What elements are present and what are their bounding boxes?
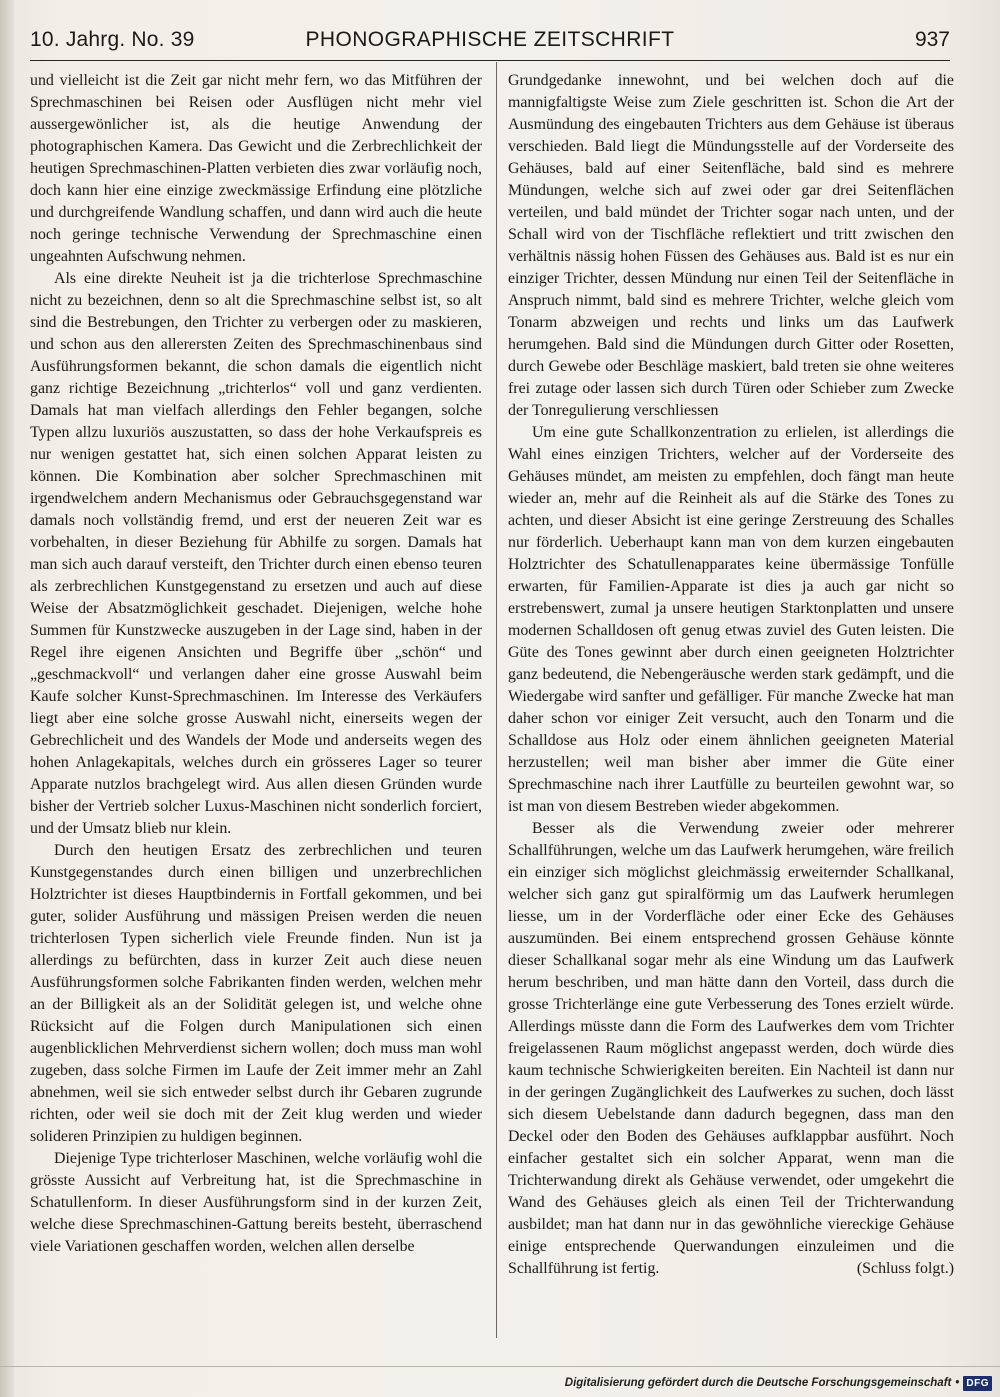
page-number: 937	[914, 28, 950, 51]
volume-issue: 10. Jahrg. No. 39	[30, 28, 195, 51]
paragraph: Grundgedanke innewohnt, und bei welchen doch auf die mannigfaltigste Weise zum Ziele geschritten ist. Schon die Art der Ausmündung des eingebauten Trichters aus dem Gehäuse ist überaus verschieden. Bald liegt die Mündungsstelle auf der Vorderseite des Gehäuses, bald auf einer Seitenfläche, bald sind es mehrere Mündungen, welche sich auf zwei oder gar drei Seitenflächen verteilen, und bald mündet der Trichter sogar nach unten, und der Schall wird von der Tischfläche reflektiert und tritt zwischen den verhältnis nässig hohen Füssen des Gehäuses aus. Bald ist es nur ein einziger Trichter, dessen Mündung nur einen Teil der Seitenfläche in Anspruch nimmt, bald sind es mehrere Trichter, welche gleich vom Tonarm abzweigen und rechts und links um das Laufwerk herumgehen. Bald sind die Mündungen durch Gitter oder Rosetten, durch Gewebe oder Beschläge maskiert, bald treten sie ohne weiteres frei zutage oder lassen sich durch Türen oder Schieber zum Zwecke der Tonregulierung verschliessen	[508, 72, 954, 419]
continuation-note: (Schluss folgt.)	[856, 1260, 954, 1277]
dfg-logo-icon[interactable]: DFG	[963, 1376, 992, 1391]
column-divider	[496, 62, 497, 1338]
left-column	[30, 70, 482, 1258]
journal-title: PHONOGRAPHISCHE ZEITSCHRIFT	[305, 28, 675, 51]
closing-paragraph	[508, 818, 954, 1280]
footer-rule	[0, 1366, 1000, 1367]
paragraph: Durch den heutigen Ersatz des zerbrechlichen und teuren Kunstgegenstandes durch einen billigen und unzerbrechlichen Holztrichter ist dieses Hauptbindernis in Fortfall gekommen, und bei guter, solider Ausführung und mässigen Preisen werden die neuen trichterlosen Typen sicherlich viele Freunde finden. Nun ist ja allerdings zu befürchten, dass in kurzer Zeit auch diese neuen Ausführungsformen solche Fabrikanten finden werden, welchen mehr an der Billigkeit als an der Solidität gelegen ist, und welche ohne Rücksicht auf die Folgen durch Manipulationen sich einen augenblicklichen Mehrverdienst sichern wollen; doch muss man wohl zugeben, dass solche Firmen im Laufe der Zeit immer mehr an Zahl abnehmen, weil sie sich entweder selbst durch ihr Gebaren zugrunde richten, oder weil sie doch mit der Zeit klug werden und wieder solideren Prinzipien zu huldigen beginnen.	[30, 842, 482, 1145]
paragraph: Besser als die Verwendung zweier oder mehrerer Schallführungen, welche um das Laufwerk herumgehen, wäre freilich ein einziger sich möglichst gleichmässig erweiternder Schallkanal, welcher sich ganz gut spiralförmig um das Laufwerk herumlegen liesse, um in der Vorderfläche oder einer Ecke des Gehäuses auszumünden. Bei einem entsprechend grossen Gehäuse könnte dieser Schallkanal sogar mehr als eine Windung um das Laufwerk herum beschriben, und man hätte dann den Vorteil, dass durch die grosse Trichterlänge eine gute Verbesserung des Tones erzielt würde. Allerdings müsste dann die Form des Laufwerkes dem vom Trichter freigelassenen Raum möglichst angepasst werden, doch würde dies kaum technische Schwierigkeiten bereiten. Ein Nachteil ist dann nur in der geringen Zugänglichkeit des Laufwerkes zu suchen, doch lässt sich diesem Uebelstande dann dadurch begegnen, dass man den Deckel oder den Boden des Gehäuses aufklappbar ausführt. Noch einfacher gestaltet sich ein solcher Apparat, wenn man die Trichterwandung direkt als Gehäuse verwendet, oder umgekehrt die Wand des Gehäuses gleich als einen Teil der Trichterwandung ausbildet; man hat dann nur in das gewöhnliche viereckige Gehäuse einige entsprechende Querwandungen einzuleimen und die Schallführung ist fertig.	[508, 820, 954, 1277]
funding-credit: Digitalisierung gefördert durch die Deutsche Forschungsgemeinschaft	[564, 1377, 952, 1389]
page-binding-edge	[0, 0, 14, 1397]
page-header	[30, 28, 950, 60]
separator-dot: •	[955, 1377, 960, 1389]
right-column	[508, 70, 954, 1280]
header-rule	[30, 60, 950, 61]
digitization-footer	[565, 1373, 992, 1393]
paragraph: und vielleicht ist die Zeit gar nicht mehr fern, wo das Mitführen der Sprechmaschinen bei Reisen oder Ausflügen nicht mehr viel aussergewönlicher ist, als die heutige Anwendung der photographischen Kamera. Das Gewicht und die Zerbrechlichkeit der heutigen Sprechmaschinen-Platten verbieten dies zwar vorläufig noch, doch kann hier eine einzige zweckmässige Erfindung eine plötzliche und durchgreifende Wandlung schaffen, und dann wird auch die heute noch geringe technische Verwendung der Sprechmaschine einen ungeahnten Aufschwung nehmen.	[30, 72, 482, 265]
paragraph: Als eine direkte Neuheit ist ja die trichterlose Sprechmaschine nicht zu bezeichnen, denn so alt die Sprechmaschine selbst ist, so alt sind die Bestrebungen, den Trichter zu verbergen oder zu maskieren, und schon aus den allerersten Zeiten des Sprechmaschinenbaus sind Ausführungsformen bekannt, die schon damals die eigentlich nicht ganz richtige Bezeichnung „trichterlos“ voll und ganz verdienten. Damals hat man vielfach allerdings den Fehler begangen, solche Typen allzu luxuriös auszustatten, so dass der hohe Verkaufspreis es nur wenigen gestattet hat, sich einen solchen Apparat leisten zu können. Die Kombination aber solcher Sprechmaschinen mit irgendwelchem andern Mechanismus oder Gebrauchsgegenstand war damals noch vollständig fremd, und erst der neueren Zeit war es vorbehalten, in dieser Beziehung für Abhilfe zu sorgen. Damals hat man sich auch darauf versteift, den Trichter durch einen ebenso teuren als zerbrechlichen Kunstgegenstand zu ersetzen und auch auf diese Weise der Absatzmöglichkeit geschadet. Diejenigen, welche hohe Summen für Kunstzwecke auszugeben in der Lage sind, haben in der Regel ihre eigenen Ansichten und Begriffe über „schön“ und „geschmackvoll“ und verlangen daher eine grosse Auswahl beim Kaufe solcher Kunst-Sprechmaschinen. Im Interesse des Verkäufers liegt aber eine solche grosse Auswahl nicht, einerseits wegen der Gebrechlicheit und des Wandels der Mode und anderseits wegen des hohen Anlagekapitals, welches durch ein grösseres Lager so teurer Apparate nutzlos brachgelegt wird. Aus allen diesen Gründen wurde bisher der Vertrieb solcher Luxus-Maschinen nicht sonderlich forciert, und der Umsatz blieb nur klein.	[30, 270, 482, 837]
paragraph: Um eine gute Schallkonzentration zu erlielen, ist allerdings die Wahl eines einzigen Trichters, welcher auf der Vorderseite des Gehäuses mündet, am meisten zu empfehlen, doch fängt man heute wieder an, mehr auf die Reinheit als auf die Stärke des Tones zu achten, und dieser Absicht ist eine geringe Zerstreuung des Schalles nur förderlich. Ueberhaupt kann man von dem kurzen eingebauten Holztrichter des Schatullenapparates keine übermässige Tonfülle erwarten, für Familien-Apparate ist dies ja auch gar nicht so erstrebenswert, zumal ja unsere heutigen Starktonplatten und unsere modernen Schalldosen oft genug etwas zuviel des Guten leisten. Die Güte des Tones gewinnt aber durch einen geeigneten Holztrichter ganz bedeutend, die Nebengeräusche werden stark gedämpft, und die Wiedergabe wird sanfter und gefälliger. Für manche Zwecke hat man daher schon vor einiger Zeit versucht, auch den Tonarm und die Schalldose aus Holz oder einem ähnlichen geeigneten Material herzustellen; weil man bisher aber immer die Güte einer Sprechmaschine nach ihrer Lautfülle zu beurteilen gewohnt war, so ist man von diesem Bestreben wieder abgekommen.	[508, 424, 954, 815]
paragraph: Diejenige Type trichterloser Maschinen, welche vorläufig wohl die grösste Aussicht auf Verbreitung hat, ist die Sprechmaschine in Schatullenform. In dieser Ausführungsform sind in der kurzen Zeit, welche diese Sprechmaschinen-Gattung bereits besteht, überraschend viele Variationen geschaffen worden, welchen allen derselbe	[30, 1150, 482, 1255]
